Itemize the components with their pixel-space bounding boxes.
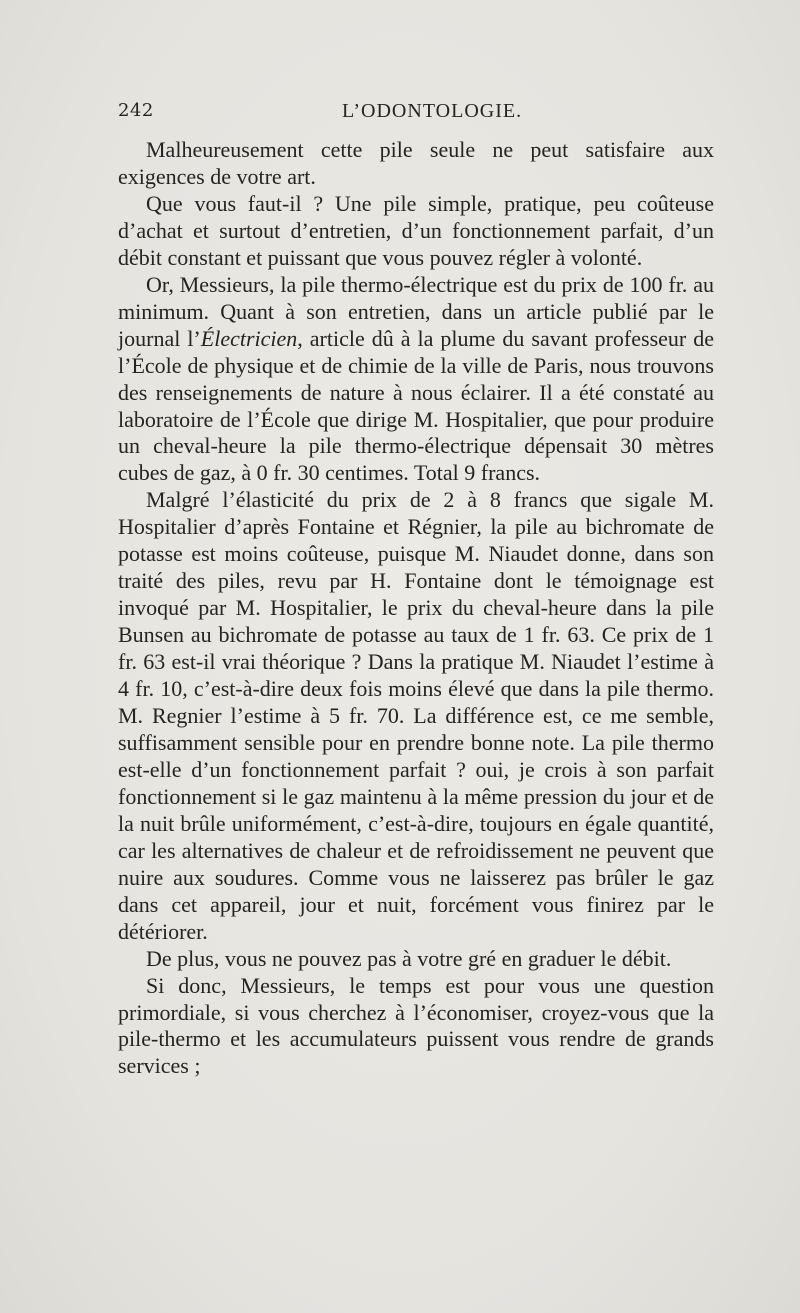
body-text	[118, 137, 714, 1080]
paragraph-1: Malheureusement cette pile seule ne peut satisfaire aux exigences de votre art.	[118, 137, 714, 189]
paragraph-4: Malgré l’élasticité du prix de 2 à 8 francs que sigale M. Hospitalier d’après Fontaine et Régnier, la pile au bichromate de potasse est moins coûteuse, puisque M. Niaudet donne, dans son traité des piles, revu par H. Fontaine dont le témoignage est invoqué par M. Hospitalier, le prix du cheval-heure dans la pile Bunsen au bichromate de potasse au taux de 1 fr. 63. Ce prix de 1 fr. 63 est-il vrai théorique ? Dans la pratique M. Niaudet l’estime à 4 fr. 10, c’est-à-dire deux fois moins élevé que dans la pile thermo. M. Regnier l’estime à 5 fr. 70. La différence est, ce me semble, suffisamment sensible pour en prendre bonne note. La pile thermo est-elle d’un fonctionnement parfait ? oui, je crois à son parfait fonctionnement si le gaz maintenu à la même pression du jour et de la nuit brûle uniformément, c’est-à-dire, toujours en égale quantité, car les alternatives de chaleur et de refroidissement ne peuvent que nuire aux soudures. Comme vous ne laisserez pas brûler le gaz dans cet appareil, jour et nuit, forcément vous finirez par le détériorer.	[118, 487, 714, 944]
paragraph-3-text-before: Or, Messieurs, la pile thermo-électrique est du prix de 100 fr. au minimum. Quant à son entretien, dans un article publié par le journal l’	[118, 271, 714, 351]
paragraph-2: Que vous faut-il ? Une pile simple, pratique, peu coûteuse d’achat et surtout d’entretien, d’un fonctionnement parfait, d’un débit constant et puissant que vous pouvez régler à volonté.	[118, 190, 714, 270]
paragraph-5: De plus, vous ne pouvez pas à votre gré en graduer le débit.	[146, 945, 672, 971]
page-number: 242	[118, 100, 154, 121]
page-header	[118, 96, 714, 136]
paragraph-6: Si donc, Messieurs, le temps est pour vous une question primordiale, si vous cherchez à l’économiser, croyez-vous que la pile-thermo et les accumulateurs puissent vous rendre de grands services ;	[118, 972, 714, 1079]
paragraph-3	[118, 272, 714, 488]
paragraph-3-text-after: , article dû à la plume du savant professeur de l’École de physique et de chimie de la ville de Paris, nous trouvons des renseignements de nature à nous éclairer. Il a été constaté au laboratoire de l’École que dirige M. Hospitalier, que pour produire un cheval-heure la pile thermo-électrique dépensait 30 mètres cubes de gaz, à 0 fr. 30 centimes. Total 9 francs.	[118, 325, 714, 486]
journal-title: Électricien	[200, 325, 298, 351]
running-title: L’ODONTOLOGIE.	[342, 100, 523, 122]
